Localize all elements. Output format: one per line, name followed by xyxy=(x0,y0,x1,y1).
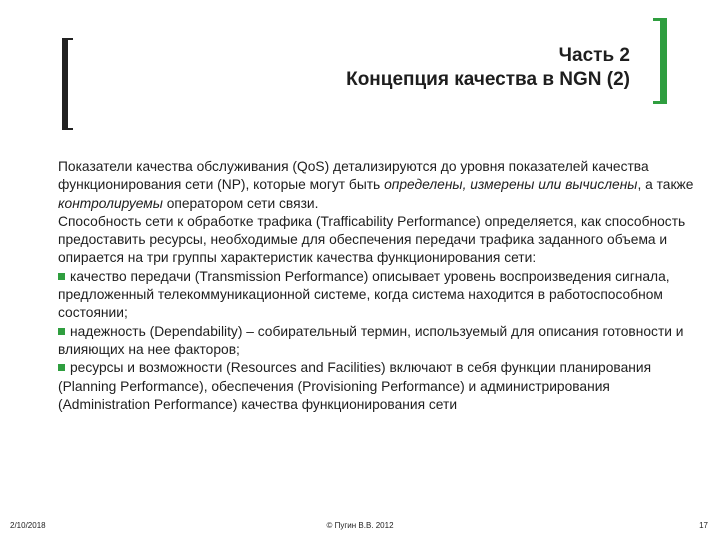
bullet-text: надежность (Dependability) – собирательный термин, используемый для описания готовности и влияющих на нее факторов; xyxy=(58,323,684,357)
list-item xyxy=(58,268,698,323)
intro-emphasis-2: контролируемы xyxy=(58,195,163,211)
slide-title xyxy=(346,44,630,92)
footer-copyright: © Пугин В.В. 2012 xyxy=(326,521,394,530)
slide-title-part: Часть 2 xyxy=(558,45,630,66)
bullet-square-icon xyxy=(58,273,65,280)
bullet-square-icon xyxy=(58,364,65,371)
list-item xyxy=(58,359,698,414)
intro-text-b: , а также xyxy=(637,177,694,193)
title-bracket-right xyxy=(653,18,667,104)
bullet-text: качество передачи (Transmission Performance) описывает уровень воспроизведения сигнала, предложенный телекоммуникационной системе, когда система находится в работоспособном состоянии; xyxy=(58,268,670,321)
list-item xyxy=(58,323,698,360)
title-bracket-left xyxy=(62,38,73,130)
intro-emphasis-1: определены, измерены или вычислены xyxy=(384,177,638,193)
intro-text-c: оператором сети связи. xyxy=(162,195,319,211)
bullet-square-icon xyxy=(58,328,65,335)
footer-page-number: 17 xyxy=(699,521,708,530)
trafficability-paragraph: Способность сети к обработке трафика (Trafficability Performance) определяется, как способность предоставить ресурсы, необходимые для обеспечения передачи трафика заданного объема и опирается на три группы характеристик качества функционирования сети: xyxy=(58,213,686,266)
intro-paragraph xyxy=(58,158,698,213)
slide-title-main: Концепция качества в NGN (2) xyxy=(346,69,630,90)
slide-body xyxy=(58,158,698,414)
intro-text-a: Показатели качества обслуживания (QoS) детализируются до уровня показателей качества функционирования сети (NP), которые могут быть xyxy=(58,159,649,193)
footer-date: 2/10/2018 xyxy=(10,521,46,530)
bullet-text: ресурсы и возможности (Resources and Facilities) включают в себя функции планирования (Planning Performance), обеспечения (Provisioning Performance) и администрирования (Administration Performance) качества функционирования сети xyxy=(58,360,652,412)
